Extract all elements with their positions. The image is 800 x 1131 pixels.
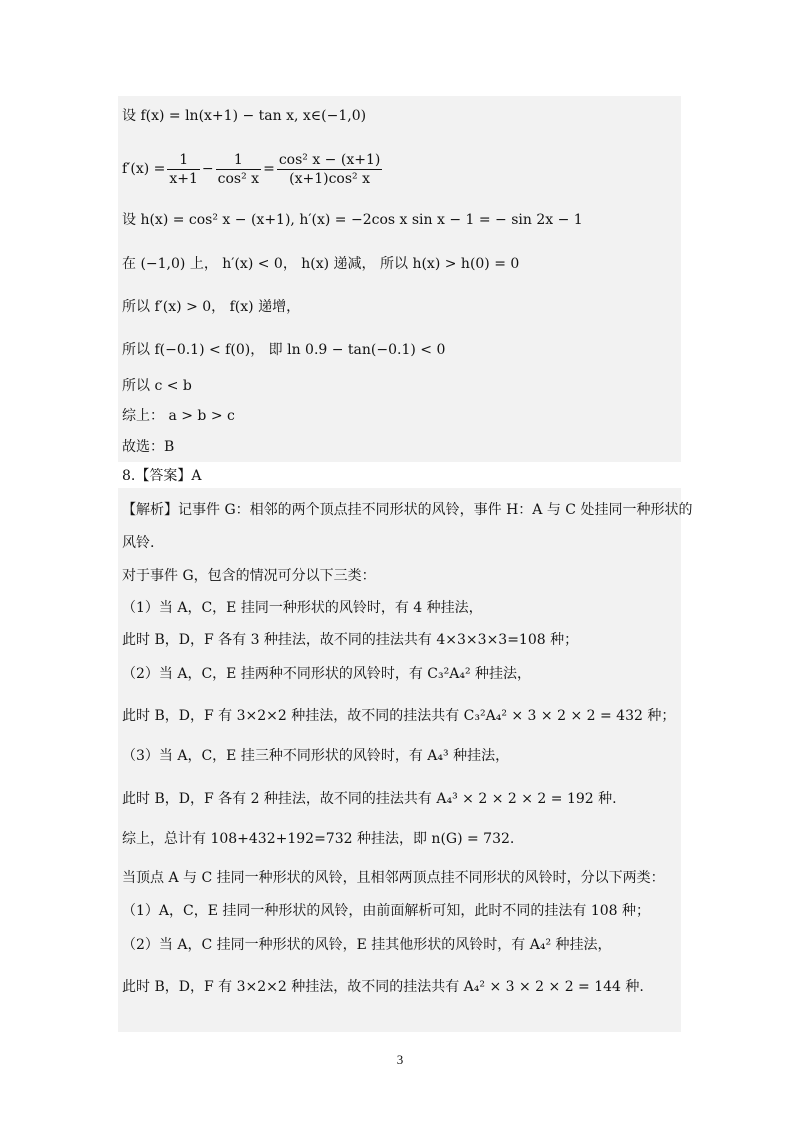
q8-case-3-detail: 此时 B，D，F 各有 2 种挂法，故不同的挂法共有 A₄³ × 2 × 2 × 2 = 192 种. — [122, 791, 617, 807]
q8-cases-intro: 对于事件 G，包含的情况可分以下三类： — [122, 568, 376, 584]
fraction-3 — [277, 151, 383, 188]
fraction-2-numerator: 1 — [216, 151, 261, 170]
fraction-1-denominator: x+1 — [169, 170, 198, 187]
q8-answer: 8.【答案】A — [122, 468, 202, 484]
fraction-1 — [167, 151, 200, 188]
summary-line: 综上： a > b > c — [122, 408, 235, 424]
q8-analysis-line-2: 风铃. — [122, 535, 155, 551]
choice-line: 故选：B — [122, 439, 175, 455]
fraction-2 — [216, 151, 261, 188]
compare-f-line: 所以 f(−0.1) < f(0)， 即 ln 0.9 − tan(−0.1) < 0 — [122, 342, 446, 358]
fraction-3-denominator: (x+1)cos² x — [289, 170, 370, 187]
q8-h-case-2: （2）当 A，C 挂同一种形状的风铃，E 挂其他形状的风铃时，有 A₄² 种挂法， — [122, 937, 612, 953]
q8-h-case-2-detail: 此时 B，D，F 有 3×2×2 种挂法，故不同的挂法共有 A₄² × 3 × 2 × 2 = 144 种. — [122, 979, 644, 995]
q8-analysis-line-1: 【解析】记事件 G：相邻的两个顶点挂不同形状的风铃，事件 H：A 与 C 处挂同一种形状的 — [122, 502, 693, 518]
q8-case-2: （2）当 A，C，E 挂两种不同形状的风铃时，有 C₃²A₄² 种挂法， — [122, 666, 532, 682]
fraction-3-numerator: cos² x − (x+1) — [278, 151, 381, 168]
q8-case-1: （1）当 A，C，E 挂同一种形状的风铃时，有 4 种挂法， — [122, 600, 483, 616]
derivative-f-line — [122, 148, 384, 190]
fraction-2-denominator: cos² x — [217, 170, 260, 187]
minus-sign: − — [201, 161, 214, 177]
equals-sign: = — [263, 161, 275, 177]
c-less-b-line: 所以 c < b — [122, 378, 192, 394]
derivative-lhs: f′(x) = — [122, 161, 166, 177]
define-h-line: 设 h(x) = cos² x − (x+1), h′(x) = −2cos x sin x − 1 = − sin 2x − 1 — [122, 212, 583, 228]
q8-case-2-detail: 此时 B，D，F 有 3×2×2 种挂法，故不同的挂法共有 C₃²A₄² × 3 × 2 × 2 = 432 种； — [122, 708, 676, 724]
define-f-line: 设 f(x) = ln(x+1) − tan x, x∈(−1,0) — [122, 108, 367, 124]
fraction-1-numerator: 1 — [167, 151, 200, 170]
q8-h-case-1: （1）A，C，E 挂同一种形状的风铃，由前面解析可知，此时不同的挂法有 108 种； — [122, 903, 651, 919]
q8-case-1-detail: 此时 B，D，F 各有 3 种挂法，故不同的挂法共有 4×3×3×3=108 种； — [122, 632, 579, 648]
q8-case-3: （3）当 A，C，E 挂三种不同形状的风铃时，有 A₄³ 种挂法， — [122, 748, 510, 764]
f-increasing-line: 所以 f′(x) > 0， f(x) 递增， — [122, 299, 301, 315]
h-decreasing-line: 在 (−1,0) 上， h′(x) < 0， h(x) 递减， 所以 h(x) > h(0) = 0 — [122, 256, 520, 272]
q8-event-h-intro: 当顶点 A 与 C 挂同一种形状的风铃，且相邻两顶点挂不同形状的风铃时，分以下两类： — [122, 870, 665, 886]
page-number: 3 — [396, 1052, 404, 1067]
q8-total: 综上，总计有 108+432+192=732 种挂法，即 n(G) = 732. — [122, 831, 515, 847]
